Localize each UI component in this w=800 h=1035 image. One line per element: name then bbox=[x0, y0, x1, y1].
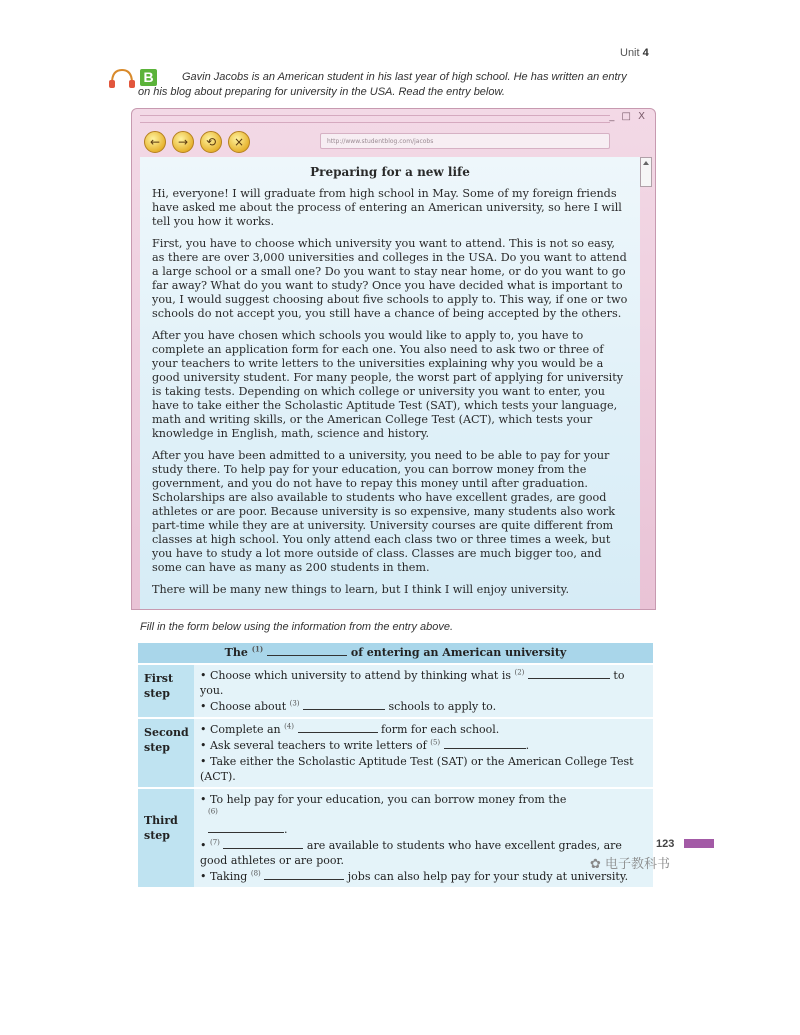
form-item bbox=[200, 869, 649, 884]
browser-toolbar bbox=[140, 129, 647, 155]
step-items bbox=[194, 789, 653, 887]
item-text: • Taking bbox=[200, 870, 248, 883]
blank-number: (2) bbox=[514, 668, 525, 677]
item-text: . bbox=[284, 823, 288, 836]
form-row-third-step bbox=[138, 787, 653, 887]
unit-label bbox=[620, 47, 649, 59]
intro-line-2: on his blog about preparing for university in the USA. Read the entry below. bbox=[138, 86, 505, 98]
form-item bbox=[200, 722, 649, 737]
unit-number: 4 bbox=[642, 47, 649, 59]
wechat-icon: ✿ bbox=[590, 857, 601, 872]
article-title: Preparing for a new life bbox=[310, 165, 470, 179]
browser-titlebar bbox=[132, 109, 655, 127]
step-items bbox=[194, 665, 653, 717]
form-heading-post: of entering an American university bbox=[350, 646, 567, 659]
refresh-button[interactable]: ⟲ bbox=[200, 131, 222, 153]
answer-blank[interactable] bbox=[208, 822, 284, 833]
form-item bbox=[200, 792, 649, 837]
browser-window bbox=[131, 108, 656, 610]
blank-number: (1) bbox=[251, 644, 264, 654]
blank-number: (3) bbox=[289, 699, 300, 708]
item-text: • Ask several teachers to write letters of bbox=[200, 739, 427, 752]
answer-blank[interactable] bbox=[264, 869, 344, 880]
form-item bbox=[200, 754, 649, 784]
article-paragraph: There will be many new things to learn, but I think I will enjoy university. bbox=[152, 583, 570, 596]
form-row-first-step bbox=[138, 663, 653, 717]
item-text: to you. bbox=[200, 669, 625, 697]
answer-blank[interactable] bbox=[528, 668, 610, 679]
form-item bbox=[200, 699, 649, 714]
blank-number: (5) bbox=[430, 738, 441, 747]
item-text: • bbox=[200, 839, 207, 852]
article-content bbox=[140, 157, 640, 609]
answer-blank[interactable] bbox=[298, 722, 378, 733]
back-button[interactable]: ← bbox=[144, 131, 166, 153]
article-paragraph: Hi, everyone! I will graduate from high school in May. Some of my foreign friends have asked me about the process of entering an American university, so here I will tell you how it works. bbox=[152, 187, 622, 228]
stop-button[interactable]: × bbox=[228, 131, 250, 153]
item-text: • To help pay for your education, you can borrow money from the bbox=[200, 793, 567, 806]
form-instruction: Fill in the form below using the information from the entry above. bbox=[140, 621, 454, 633]
blank-number: (8) bbox=[250, 869, 261, 878]
answer-blank[interactable] bbox=[223, 838, 303, 849]
step-items bbox=[194, 719, 653, 787]
answer-blank[interactable] bbox=[267, 645, 347, 656]
section-badge: B bbox=[140, 69, 157, 86]
unit-label-text: Unit bbox=[620, 47, 640, 59]
answer-blank[interactable] bbox=[303, 699, 385, 710]
titlebar-stripes bbox=[140, 115, 610, 123]
intro-line-1: Gavin Jacobs is an American student in his last year of high school. He has written an entry bbox=[182, 71, 627, 83]
item-text: form for each school. bbox=[381, 723, 500, 736]
blank-number: (7) bbox=[210, 838, 220, 847]
item-text: are available to students who have excellent grades, are good athletes or are poor. bbox=[200, 839, 622, 867]
article-paragraph: After you have chosen which schools you would like to apply to, you have to complete an application form for each one. You also need to ask two or three of your teachers to write letters to the universities explaining why you would be a good university student. For many people, the worst part of applying for university is taking tests. Depending on which college or university you want to enter, you have to take either the Scholastic Aptitude Test (SAT), which tests your language, math and writing skills, or the American College Test (ACT), which tests your knowledge in English, math, science and history. bbox=[152, 329, 624, 440]
address-bar[interactable]: http://www.studentblog.com/jacobs bbox=[320, 133, 610, 149]
article-paragraph: First, you have to choose which university you want to attend. This is not so easy, as there are over 3,000 universities and colleges in the USA. Do you want to attend a large school or a small one? Do you want to stay near home, or do you want to go far away? What do you want to study? Once you have decided what is important to you, I would suggest choosing about five schools to apply to. This way, if one or two schools do not accept you, you still have a chance of being accepted by the others. bbox=[152, 237, 628, 320]
item-text: schools to apply to. bbox=[388, 700, 497, 713]
article-paragraph: After you have been admitted to a university, you need to be able to pay for your study there. To help pay for your education, you can borrow money from the government, and you do not have to repay this money until after graduation. Scholarships are also available to students who have excellent grades, are good athletes or are poor. Because university is so expensive, many students also work part-time while they are at university. University courses are quite different from classes at high school. You only attend each class two or three times a week, but you have to study a lot more outside of class. Classes are much bigger too, and some can have as many as 200 students in them. bbox=[152, 449, 616, 574]
page-number: 123 bbox=[656, 838, 675, 850]
answer-blank[interactable] bbox=[444, 738, 526, 749]
watermark bbox=[590, 853, 670, 872]
item-text: • Choose about bbox=[200, 700, 287, 713]
item-text: • Choose which university to attend by thinking what is bbox=[200, 669, 511, 682]
section-intro bbox=[138, 70, 648, 100]
watermark-text: 电子教科书 bbox=[605, 857, 671, 872]
form-heading bbox=[138, 643, 653, 663]
window-controls[interactable]: _ □ X bbox=[609, 111, 647, 122]
fill-in-form bbox=[138, 643, 653, 887]
form-row-second-step bbox=[138, 717, 653, 787]
item-text: • Complete an bbox=[200, 723, 281, 736]
blank-number: (6) bbox=[208, 807, 218, 816]
blank-number: (4) bbox=[284, 722, 295, 731]
item-text: • Take either the Scholastic Aptitude Test (SAT) or the American College Test (ACT). bbox=[200, 755, 634, 783]
headphones-icon bbox=[108, 67, 136, 89]
form-item bbox=[200, 738, 649, 753]
step-label: First step bbox=[138, 665, 194, 717]
form-item bbox=[200, 838, 649, 868]
form-heading-pre: The bbox=[224, 646, 248, 659]
forward-button[interactable]: → bbox=[172, 131, 194, 153]
step-label: Third step bbox=[138, 789, 194, 887]
scroll-up-button[interactable] bbox=[640, 157, 652, 187]
step-label: Second step bbox=[138, 719, 194, 787]
form-item bbox=[200, 668, 649, 698]
page-number-bar bbox=[684, 839, 714, 848]
item-text: . bbox=[525, 739, 530, 752]
item-text: jobs can also help pay for your study at university. bbox=[347, 870, 629, 883]
